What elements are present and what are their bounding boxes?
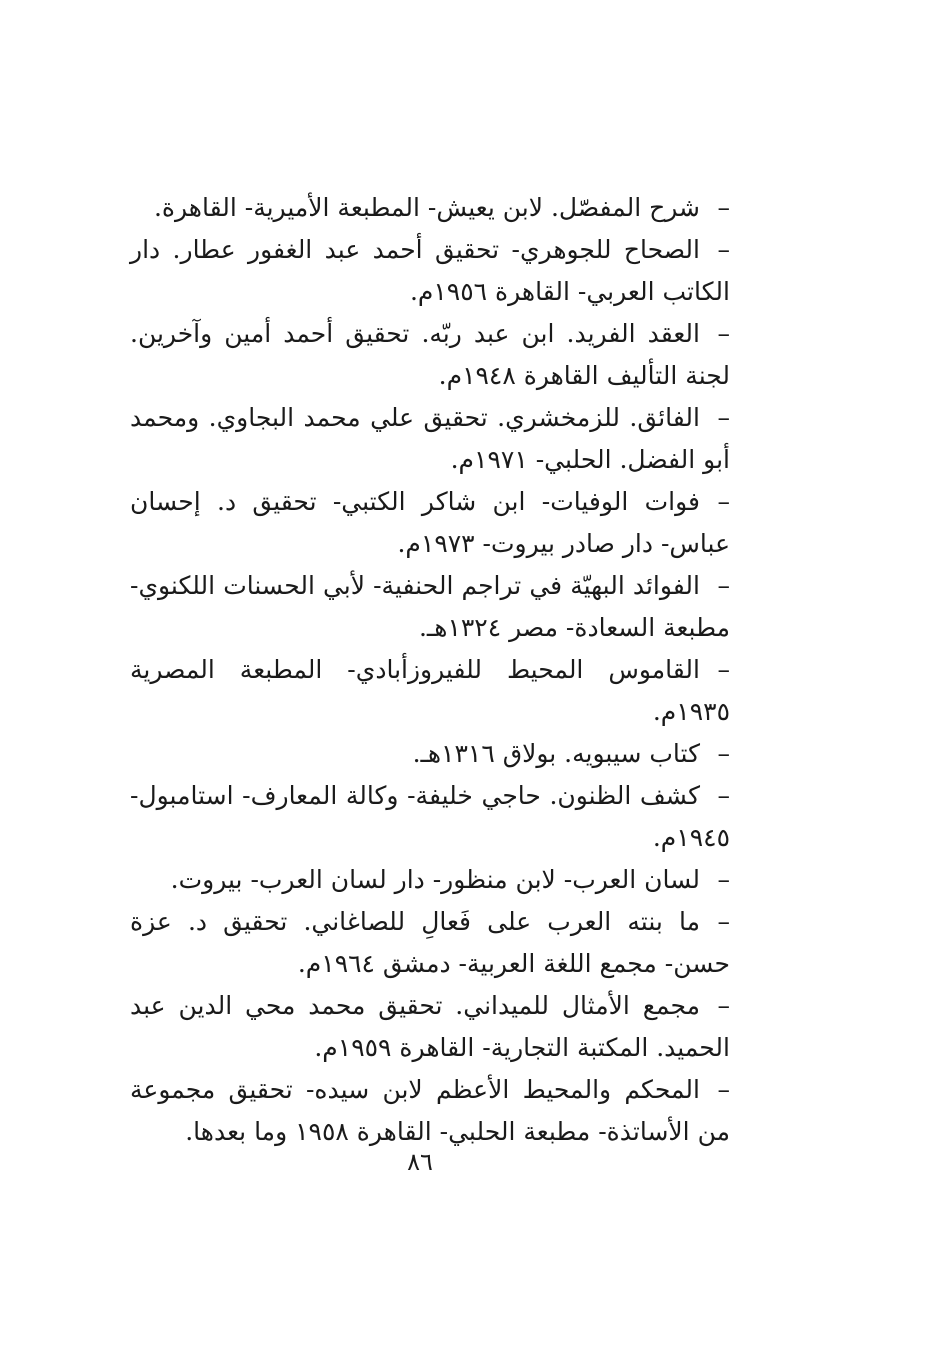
list-dash: – bbox=[717, 193, 730, 222]
list-dash: – bbox=[717, 991, 730, 1020]
reference-item bbox=[130, 985, 730, 1069]
reference-item bbox=[130, 859, 730, 901]
list-dash: – bbox=[717, 487, 730, 516]
page-number: ٨٦ bbox=[407, 1148, 433, 1176]
list-dash: – bbox=[717, 865, 730, 894]
reference-text: كشف الظنون. حاجي خليفة- وكالة المعارف- استامبول- ١٩٤٥م. bbox=[130, 781, 730, 852]
reference-text: القاموس المحيط للفيروزأبادي- المطبعة المصرية ١٩٣٥م. bbox=[130, 655, 730, 726]
reference-text: شرح المفصّل. لابن يعيش- المطبعة الأميرية- القاهرة. bbox=[153, 193, 700, 222]
reference-item bbox=[130, 1069, 730, 1153]
reference-text: العقد الفريد. ابن عبد ربّه. تحقيق أحمد أمين وآخرين. لجنة التأليف القاهرة ١٩٤٨م. bbox=[130, 319, 730, 390]
reference-item bbox=[130, 649, 730, 733]
reference-text: كتاب سيبويه. بولاق ١٣١٦هـ. bbox=[412, 739, 700, 768]
reference-text: الصحاح للجوهري- تحقيق أحمد عبد الغفور عطار. دار الكاتب العربي- القاهرة ١٩٥٦م. bbox=[130, 235, 730, 306]
reference-text: الفائق. للزمخشري. تحقيق علي محمد البجاوي. ومحمد أبو الفضل. الحلبي- ١٩٧١م. bbox=[130, 403, 730, 474]
reference-text: المحكم والمحيط الأعظم لابن سيده- تحقيق مجموعة من الأساتذة- مطبعة الحلبي- القاهرة ١٩٥٨ وما بعدها. bbox=[130, 1075, 730, 1146]
reference-text: الفوائد البهيّة في تراجم الحنفية- لأبي الحسنات اللكنوي- مطبعة السعادة- مصر ١٣٢٤هـ. bbox=[130, 571, 730, 642]
reference-text: مجمع الأمثال للميداني. تحقيق محمد محي الدين عبد الحميد. المكتبة التجارية- القاهرة ١٩٥٩م. bbox=[130, 991, 730, 1062]
reference-item bbox=[130, 397, 730, 481]
reference-item bbox=[130, 481, 730, 565]
reference-text: لسان العرب- لابن منظور- دار لسان العرب- بيروت. bbox=[170, 865, 700, 894]
list-dash: – bbox=[717, 1075, 730, 1104]
list-dash: – bbox=[717, 739, 730, 768]
reference-list bbox=[130, 187, 730, 1153]
list-dash: – bbox=[717, 655, 730, 684]
reference-item bbox=[130, 187, 730, 229]
list-dash: – bbox=[717, 781, 730, 810]
list-dash: – bbox=[717, 907, 730, 936]
reference-item bbox=[130, 565, 730, 649]
list-dash: – bbox=[717, 571, 730, 600]
list-dash: – bbox=[717, 319, 730, 348]
list-dash: – bbox=[717, 235, 730, 264]
reference-text: فوات الوفيات- ابن شاكر الكتبي- تحقيق د. إحسان عباس- دار صادر بيروت- ١٩٧٣م. bbox=[130, 487, 730, 558]
reference-item bbox=[130, 901, 730, 985]
reference-text: ما بنته العرب على فَعالِ للصاغاني. تحقيق د. عزة حسن- مجمع اللغة العربية- دمشق ١٩٦٤م. bbox=[130, 907, 730, 978]
list-dash: – bbox=[717, 403, 730, 432]
reference-item bbox=[130, 733, 730, 775]
reference-item bbox=[130, 775, 730, 859]
reference-item bbox=[130, 229, 730, 313]
reference-item bbox=[130, 313, 730, 397]
